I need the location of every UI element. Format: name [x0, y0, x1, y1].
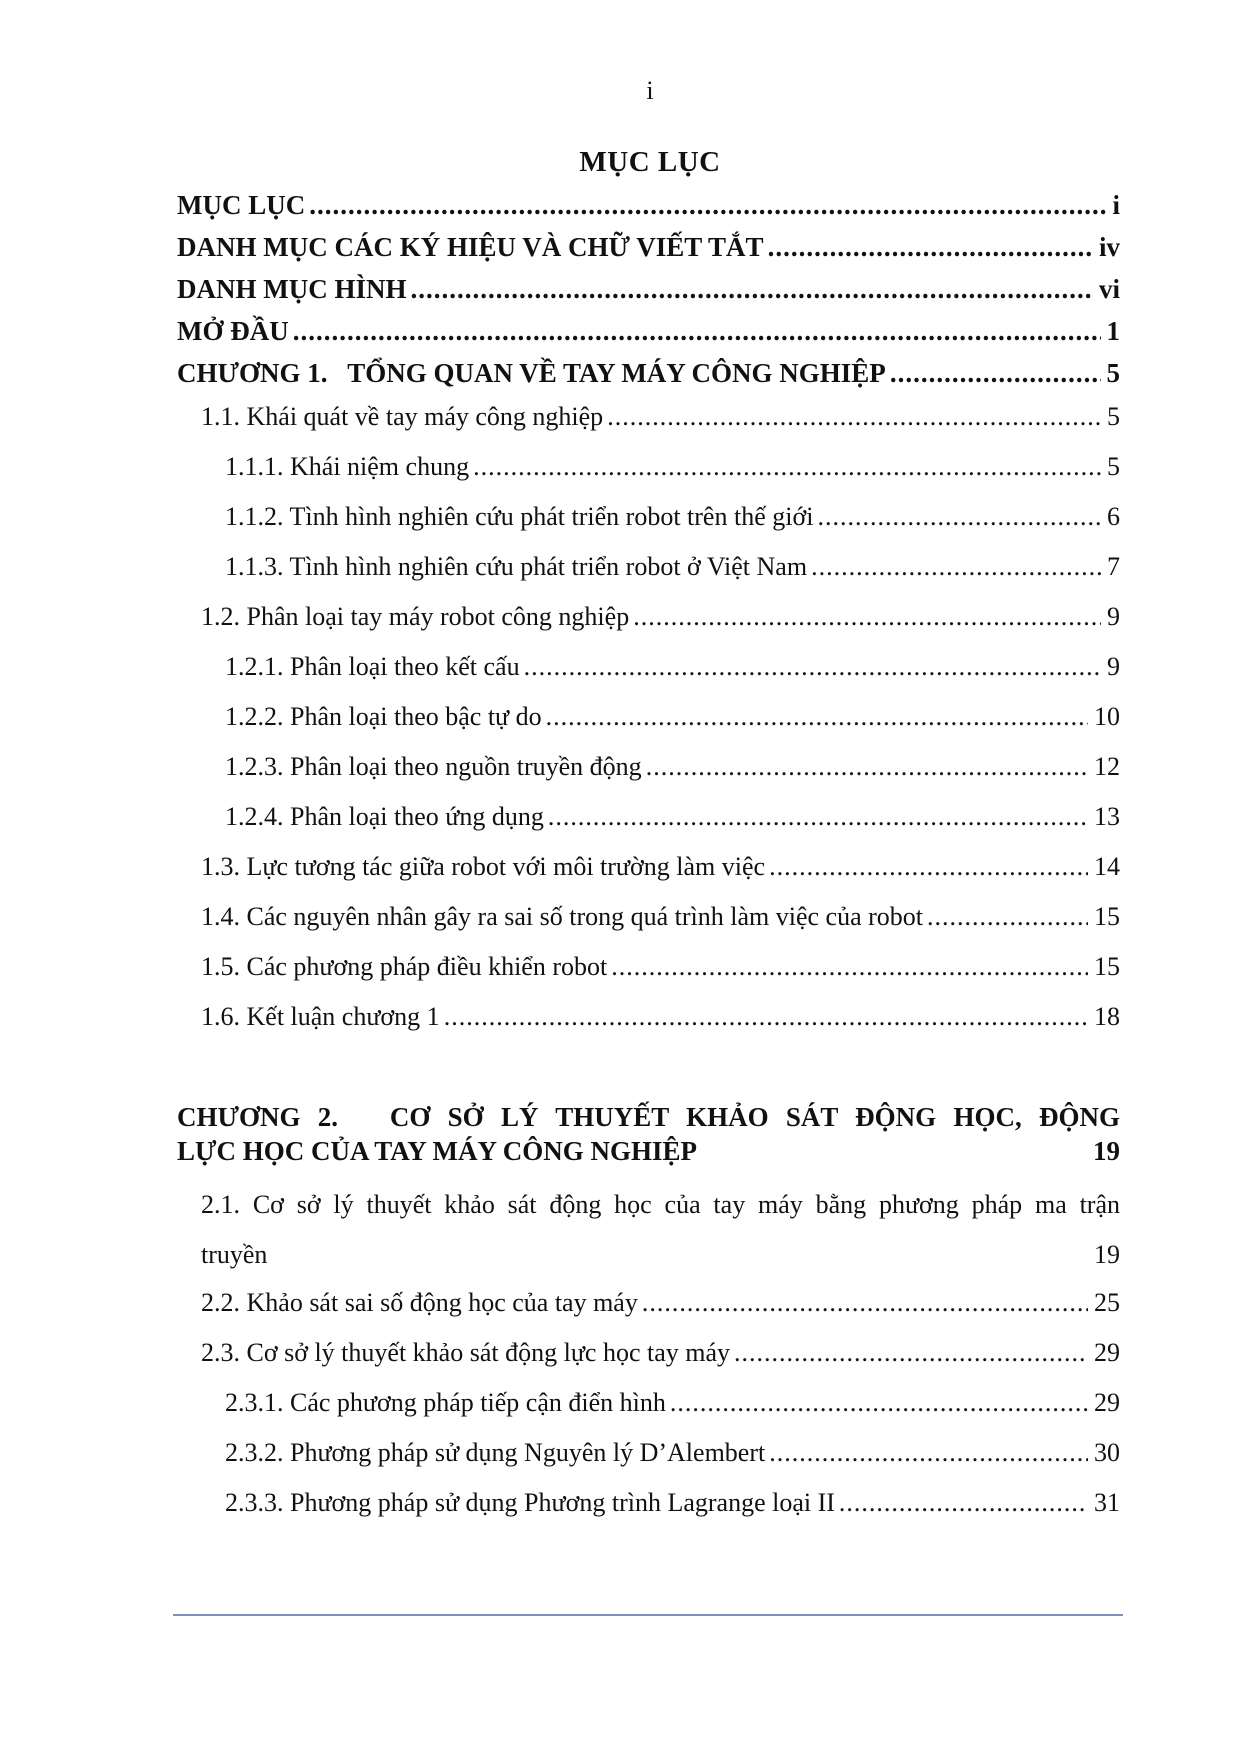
toc-entry-page: 29: [1094, 1388, 1120, 1417]
toc-entry-1-4[interactable]: [201, 902, 1120, 932]
toc-entry-text: 1.2.2. Phân loại theo bậc tự do: [225, 702, 542, 731]
page-title: MỤC LỤC: [579, 146, 721, 178]
toc-entry-1-1-2[interactable]: [225, 502, 1120, 532]
toc-entry-text: DANH MỤC HÌNH: [177, 274, 407, 304]
toc-entry-page: 18: [1094, 1002, 1120, 1031]
toc-entry-text: 2.3. Cơ sở lý thuyết khảo sát động lực học tay máy: [201, 1338, 731, 1367]
toc-entry-page: 30: [1094, 1438, 1120, 1467]
toc-entry-1-2[interactable]: [201, 602, 1120, 632]
toc-entry-page: 15: [1094, 952, 1120, 981]
toc-entry-1-2-4[interactable]: [225, 802, 1120, 832]
leader-dots: [670, 1388, 1088, 1418]
toc-entry-page: 5: [1107, 452, 1120, 481]
toc-entry-chuong-2[interactable]: [177, 1100, 1120, 1168]
toc-entry-page: 31: [1094, 1488, 1120, 1517]
toc-entry-text: 1.2.3. Phân loại theo nguồn truyền động: [225, 752, 642, 781]
leader-dots: [546, 702, 1088, 732]
leader-dots: [411, 274, 1093, 305]
toc-entry-1-6[interactable]: [201, 1002, 1120, 1032]
leader-dots: [548, 802, 1088, 832]
toc-entry-1-2-3[interactable]: [225, 752, 1120, 782]
toc-entry-danh-muc-ky-hieu[interactable]: [177, 232, 1120, 263]
toc-entry-1-5[interactable]: [201, 952, 1120, 982]
toc-entry-text: 1.5. Các phương pháp điều khiển robot: [201, 952, 608, 981]
toc-entry-1-2-1[interactable]: [225, 652, 1120, 682]
toc-entry-text: MỤC LỤC: [177, 190, 306, 220]
leader-dots: [293, 316, 1101, 347]
toc-entry-page: 15: [1094, 902, 1120, 931]
toc-entry-page: 14: [1094, 852, 1120, 881]
toc-entry-text: 1.1. Khái quát về tay máy công nghiệp: [201, 402, 604, 431]
leader-dots: [769, 1438, 1088, 1468]
leader-dots: [734, 1338, 1088, 1368]
toc-entry-2-3-3[interactable]: [225, 1488, 1120, 1518]
footer-rule: [173, 1614, 1123, 1616]
toc-entry-1-1[interactable]: [201, 402, 1120, 432]
leader-dots: [839, 1488, 1088, 1518]
toc-entry-text: MỞ ĐẦU: [177, 316, 289, 346]
toc-entry-1-2-2[interactable]: [225, 702, 1120, 732]
toc-entry-text: 1.6. Kết luận chương 1: [201, 1002, 440, 1031]
toc-entry-page: iv: [1098, 232, 1120, 262]
leader-dots: [769, 852, 1088, 882]
toc-entry-page: 19: [1094, 1240, 1120, 1269]
toc-entry-text-continued: LỰC HỌC CỦA TAY MÁY CÔNG NGHIỆP: [177, 1136, 698, 1166]
toc-entry-page: 1: [1106, 316, 1120, 346]
leader-dots: [524, 652, 1101, 682]
toc-entry-1-3[interactable]: [201, 852, 1120, 882]
toc-entry-2-2[interactable]: [201, 1288, 1120, 1318]
leader-dots: [927, 902, 1088, 932]
toc-entry-1-1-3[interactable]: [225, 552, 1120, 582]
toc-entry-text: 2.1. Cơ sở lý thuyết khảo sát động học của tay máy bằng phương pháp ma trận: [201, 1190, 1120, 1219]
toc-entry-text: 2.3.1. Các phương pháp tiếp cận điển hình: [225, 1388, 666, 1417]
toc-entry-page: 9: [1107, 602, 1120, 631]
toc-entry-page: vi: [1098, 274, 1120, 304]
leader-dots: [646, 752, 1088, 782]
toc-entry-text: 2.2. Khảo sát sai số động học của tay máy: [201, 1288, 638, 1317]
toc-entry-page: 10: [1094, 702, 1120, 731]
toc-entry-2-3-2[interactable]: [225, 1438, 1120, 1468]
leader-dots: [890, 358, 1101, 389]
toc-entry-muc-luc[interactable]: [177, 190, 1120, 221]
toc-entry-text: 1.2.1. Phân loại theo kết cấu: [225, 652, 520, 681]
toc-entry-text: 1.4. Các nguyên nhân gây ra sai số trong quá trình làm việc của robot: [201, 902, 924, 931]
toc-entry-text: DANH MỤC CÁC KÝ HIỆU VÀ CHỮ VIẾT TẮT: [177, 232, 764, 262]
toc-entry-page: 9: [1107, 652, 1120, 681]
toc-entry-chuong-1[interactable]: [177, 358, 1120, 389]
toc-entry-page: i: [1112, 190, 1120, 220]
toc-entry-2-1[interactable]: [201, 1180, 1120, 1280]
toc-entry-text: 1.3. Lực tương tác giữa robot với môi trường làm việc: [201, 852, 766, 881]
toc-entry-page: 12: [1094, 752, 1120, 781]
toc-entry-text: 1.1.1. Khái niệm chung: [225, 452, 470, 481]
toc-entry-page: 25: [1094, 1288, 1120, 1317]
toc-entry-text-continued: truyền: [201, 1240, 268, 1269]
toc-entry-text: 2.3.2. Phương pháp sử dụng Nguyên lý D’Alembert: [225, 1438, 766, 1467]
toc-entry-mo-dau[interactable]: [177, 316, 1120, 347]
toc-entry-text: CHƯƠNG 1. TỔNG QUAN VỀ TAY MÁY CÔNG NGHIỆP: [177, 358, 886, 388]
toc-entry-text: CHƯƠNG 2. CƠ SỞ LÝ THUYẾT KHẢO SÁT ĐỘNG HỌC, ĐỘNG: [177, 1102, 1120, 1132]
toc-entry-text: 1.2.4. Phân loại theo ứng dụng: [225, 802, 544, 831]
toc-entry-text: 2.3.3. Phương pháp sử dụng Phương trình Lagrange loại II: [225, 1488, 835, 1517]
leader-dots: [811, 552, 1101, 582]
toc-entry-text: 1.1.3. Tình hình nghiên cứu phát triển robot ở Việt Nam: [225, 552, 808, 581]
toc-entry-page: 5: [1107, 402, 1120, 431]
toc-entry-danh-muc-hinh[interactable]: [177, 274, 1120, 305]
leader-dots: [642, 1288, 1088, 1318]
toc-entry-page: 19: [1093, 1136, 1120, 1166]
toc-entry-1-1-1[interactable]: [225, 452, 1120, 482]
page-number: i: [646, 76, 654, 105]
toc-entry-page: 7: [1107, 552, 1120, 581]
leader-dots: [611, 952, 1088, 982]
toc-entry-2-3[interactable]: [201, 1338, 1120, 1368]
leader-dots: [817, 502, 1101, 532]
leader-dots: [633, 602, 1101, 632]
leader-dots: [309, 190, 1106, 221]
toc-entry-page: 5: [1106, 358, 1120, 388]
toc-entry-text: 1.1.2. Tình hình nghiên cứu phát triển robot trên thế giới: [225, 502, 814, 531]
toc-entry-page: 6: [1107, 502, 1120, 531]
toc-entry-page: 13: [1094, 802, 1120, 831]
leader-dots: [768, 232, 1093, 263]
toc-entry-page: 29: [1094, 1338, 1120, 1367]
toc-entry-2-3-1[interactable]: [225, 1388, 1120, 1418]
leader-dots: [607, 402, 1101, 432]
leader-dots: [473, 452, 1101, 482]
toc-entry-text: 1.2. Phân loại tay máy robot công nghiệp: [201, 602, 630, 631]
leader-dots: [444, 1002, 1088, 1032]
